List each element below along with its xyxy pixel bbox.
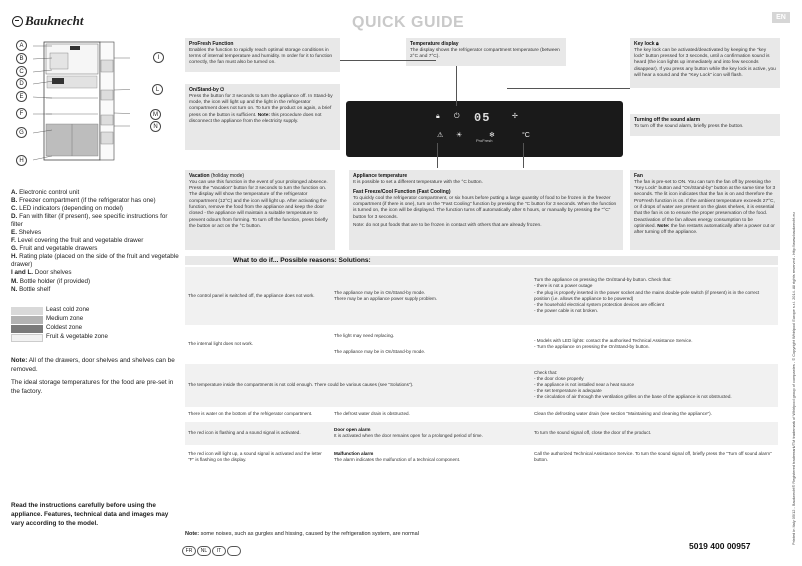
- appliance-temperature-panel: Appliance temperature It is possible to set a different temperature with the °C button. Fast Freeze/Cool Function (Fast Cooling) To quickly cool the refrigerator compartment, or six hours before putting a large quantity of food to be frozen in the freezer compartment (if there is one), turn on the "Fast Cooling" function by pressing the "C button for 3 seconds. When the function is turned on, the icon will be displayed. The function turns off automatically after 6 hours, or manually by pressing the "°C" button for 3 seconds. Note: do not put foods that are to be frozen in contact with others that are already frozen.: [349, 170, 623, 250]
- alarm-icon: ⚠: [437, 132, 444, 139]
- solutions-table: [185, 267, 778, 470]
- legend-item: D. Fan with filter (if present), see specific instructions for filter: [11, 213, 168, 229]
- legend-item: I and L. Door shelves: [11, 269, 72, 277]
- callout-b: B: [16, 53, 27, 64]
- solutions-title: What to do if... Possible reasons: Solutions:: [185, 256, 778, 265]
- legend-item: G. Fruit and vegetable drawers: [11, 245, 98, 253]
- document-number: 5019 400 00957: [689, 541, 751, 551]
- read-instructions-note: Read the instructions carefully before using the appliance. Features, technical data and images may vary according to the model.: [11, 502, 169, 527]
- table-row: The control panel is switched off, the appliance does not work. The appliance may be in On/Stand-by mode. There may be an appliance power supply problem. Turn the appliance on pressing the On/Stand-by button. Check that: - there is not a power outage - the plug is properly inserted in the power socket and the mains double-pole switch (if present) is in the correct position (i.e. allows the appliance to be powered) - the household electrical system protection devices are efficient - the power cable is not broken.: [185, 267, 778, 325]
- vacation-icon[interactable]: ☀: [456, 132, 463, 139]
- profresh-label: ProFresh: [476, 138, 493, 143]
- table-row: The temperature inside the compartments is not cold enough. There could be various causes (see "Solutions"). Check that: - the door close properly - the appliance is not installed near a heat source - the set temperature is adequate - the circulation of air through the ventilation grilles on the base of the appliance is not obstructed.: [185, 363, 778, 407]
- table-row: The red icon will light up, a sound signal is activated and the letter "F" is flashing on the display. Malfunction alarm The alarm indicates the malfunction of a technical component. Call the authorized Technical Assistance Service. To turn the sound signal off, briefly press the "Turn off sound alarm" button.: [185, 445, 778, 469]
- legend-item: B. Freezer compartment (if the refrigerator has one): [11, 197, 156, 205]
- connector: [340, 60, 436, 61]
- legend-item: N. Bottle shelf: [11, 285, 51, 293]
- zone-swatch: [11, 334, 43, 342]
- callout-g: G: [16, 127, 27, 138]
- zone-row: Least cold zone: [11, 306, 108, 315]
- zone-swatch: [11, 307, 43, 315]
- onstandby-title: On/Stand-by ⏻: [189, 87, 225, 93]
- callout-c: C: [16, 66, 27, 77]
- control-display: [346, 101, 623, 157]
- table-row: The internal light does not work. The light may need replacing. The appliance may be in On/Stand-by mode. - Models with LED lights: contact the authorised Technical Assistance Service. - Turn the appliance on pressing the On/Stand-by button.: [185, 325, 778, 363]
- legend-item: H. Rating plate (placed on the side of the fruit and vegetable drawer): [11, 253, 179, 269]
- legend-item: F. Level covering the fruit and vegetable drawer: [11, 237, 144, 245]
- vacation-panel: Vacation (holiday mode) You can use this function in the event of your prolonged absence. Press the "Vacation" button for 3 seconds to turn the function on. The display will show the temperature of the refrigerator compartment (12°C) and the icon will light up. After activating the function, remove the food from the appliance and keep the door closed - the appliance will maintain a suitable temperature to prevent odours from forming. To turn off the function, press briefly the button or act on the °C button.: [185, 170, 335, 250]
- table-row: The red icon is flashing and a sound signal is activated. Door open alarm It is activated when the door remains open for a prolonged period of time. To turn the sound signal off, close the door of the product.: [185, 421, 778, 445]
- callout-i: I: [153, 52, 164, 63]
- fridge-illustration: [22, 40, 130, 165]
- lang-badge: [227, 546, 241, 556]
- legend-item: M. Bottle holder (if provided): [11, 277, 91, 285]
- callout-e: E: [16, 91, 27, 102]
- alarm-off-panel: Turning off the sound alarm To turn off the sound alarm, briefly press the button.: [630, 114, 780, 136]
- parts-legend: [11, 189, 181, 294]
- callout-h: H: [16, 155, 27, 166]
- connector: [523, 143, 524, 168]
- zone-swatch: [11, 316, 43, 324]
- connector: [437, 143, 438, 168]
- lang-badge: IT: [212, 546, 226, 556]
- legend-item: A. Electronic control unit: [11, 189, 80, 196]
- callout-m: M: [150, 109, 161, 120]
- temperature-zones: [11, 306, 108, 342]
- onstandby-panel: On/Stand-by ⏻ Press the button for 3 seconds to turn the appliance off. In Stand-by mode, the icon will light up and the light in the refrigerator compartment does not turn on. To turn the product on again, a brief press on the button is sufficient. Note: this procedure does not disconnect the appliance from the electricity supply.: [185, 84, 340, 150]
- connector: [456, 66, 457, 106]
- storage-notes: Note: All of the drawers, door shelves and shelves can be removed. The ideal storage temperatures for the food are pre-set in the factory.: [11, 357, 175, 395]
- brand-logo-icon: [12, 16, 23, 27]
- zone-row: Fruit & vegetable zone: [11, 333, 108, 342]
- lock-icon: 🔒︎: [655, 41, 659, 47]
- callout-l: L: [152, 84, 163, 95]
- brand-logo: [12, 13, 84, 30]
- celsius-icon[interactable]: °C: [522, 132, 530, 139]
- temperature-display-panel: Temperature display The display shows the refrigerator compartment temperature (between 2°C and 7°C).: [406, 38, 566, 66]
- language-badges: [182, 546, 241, 556]
- zone-row: Coldest zone: [11, 324, 108, 333]
- fan-panel: Fan The fan is pre-set to ON. You can turn the fan off by pressing the "Key Lock" button and "On/Stand-by" button at the same time for 3 seconds. The lit icon indicates that the fan is on and therefore the ProFresh function is on. If the ambient temperature exceeds 27°C, or if drops of water are present on the glass shelves, it is essential that the fan is on to ensure the proper preservation of the food. Deactivation of the fan allows energy consumption to be optimised. Note: the fan restarts automatically after a power cut or after turning off the appliance.: [630, 170, 780, 250]
- zone-row: Medium zone: [11, 315, 108, 324]
- temperature-readout: 05: [474, 111, 491, 125]
- lang-badge: FR: [182, 546, 196, 556]
- callout-n: N: [150, 121, 161, 132]
- zone-swatch: [11, 325, 43, 333]
- callout-a: A: [16, 40, 27, 51]
- legend-item: C. LED indicators (depending on model): [11, 205, 124, 213]
- noise-note: Note: some noises, such as gurgles and hissing, caused by the refrigeration system, are normal: [185, 531, 419, 537]
- profresh-panel: ProFresh Function Enables the function to rapidly reach optimal storage conditions in terms of internal temperature and humidity. In order for it to function correctly, the fan must also be turned on.: [185, 38, 340, 72]
- connector: [507, 88, 630, 89]
- language-badge: EN: [772, 12, 790, 23]
- keylock-panel: Key lock 🔒︎ The key lock can be activated/deactivated by keeping the "key lock" button pressed for 3 seconds, until a confirmation sound is heard (the icon lights up immediately and into few seconds disappear). If you press any button while the key lock is active, you will hear a sound and the "Key Lock" icon will flash.: [630, 38, 780, 88]
- fast-cool-icon[interactable]: ❄: [489, 132, 495, 139]
- fan-icon: ✢: [512, 113, 518, 120]
- callout-d: D: [16, 78, 27, 89]
- page-title: QUICK GUIDE: [352, 14, 465, 31]
- lock-icon[interactable]: 🔒︎: [436, 113, 440, 120]
- legend-item: E. Shelves: [11, 229, 42, 237]
- lang-badge: NL: [197, 546, 211, 556]
- power-icon: ⏻: [220, 87, 225, 93]
- table-row: There is water on the bottom of the refrigerator compartment. The defrost water drain is obstructed. Clean the defrosting water drain (see section "Maintaining and cleaning the appliance").: [185, 407, 778, 421]
- power-icon[interactable]: ⏻: [454, 113, 460, 120]
- callout-f: F: [16, 108, 27, 119]
- brand-name: Bauknecht: [25, 13, 84, 28]
- side-copyright: Printed in Italy 05/12 - Bauknecht® Registered trademark/TM trademark of Whirlpool group of companies - © Copyright Whirlpool Europe s.r.l. 2014. All rights reserved - http://www.bauknecht.eu: [791, 212, 796, 545]
